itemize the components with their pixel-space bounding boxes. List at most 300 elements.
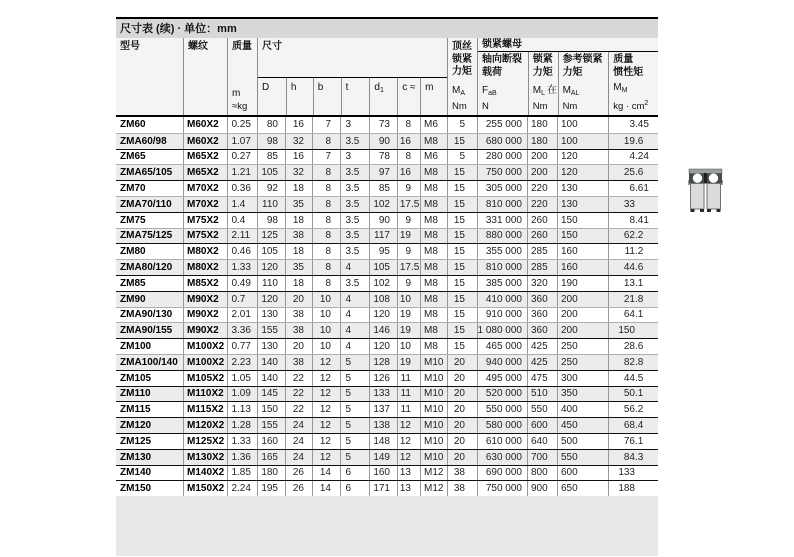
cell-MM: 25 .6 <box>608 165 658 180</box>
cell-MM: 76 .1 <box>608 434 658 449</box>
cell-MAL: 160 <box>557 260 608 275</box>
cell-mass: 0 .77 <box>227 339 257 354</box>
cell-c: 19 <box>397 308 420 323</box>
cell-t: 6 <box>340 481 369 496</box>
cell-ML: 200 <box>527 150 557 165</box>
cell-m: M8 <box>420 134 447 149</box>
cell-MM: 8 .41 <box>608 213 658 228</box>
table-row-ZM115 <box>116 401 658 417</box>
cell-D: 130 <box>257 339 285 354</box>
cell-MM: 44 .6 <box>608 260 658 275</box>
cell-mass: 0 .46 <box>227 244 257 259</box>
cell-MAL: 100 <box>557 117 608 133</box>
cell-c: 8 <box>397 150 420 165</box>
cell-mass: 1 .05 <box>227 371 257 386</box>
cell-d1: 97 <box>369 165 397 180</box>
cell-b: 10 <box>312 308 340 323</box>
col-group-dimensions <box>257 38 447 115</box>
cell-thread: M80X2 <box>183 260 227 275</box>
cell-b: 8 <box>312 197 340 212</box>
cell-m: M6 <box>420 117 447 133</box>
cell-t: 5 <box>340 402 369 417</box>
cell-MA: 15 <box>447 181 477 196</box>
dimension-table <box>116 17 658 556</box>
double-row-bearing-cross-section-image <box>688 168 723 213</box>
table-row-ZM65 <box>116 149 658 165</box>
cell-b: 8 <box>312 244 340 259</box>
cell-t: 3 .5 <box>340 229 369 244</box>
cell-ML: 320 <box>527 276 557 291</box>
cell-thread: M65X2 <box>183 165 227 180</box>
cell-model: ZM85 <box>120 277 146 289</box>
cell-ML: 360 <box>527 323 557 338</box>
cell-t: 3 .5 <box>340 134 369 149</box>
cell-thread: M150X2 <box>183 481 227 496</box>
cell-mass: 1 .21 <box>227 165 257 180</box>
cell-MAL: 200 <box>557 308 608 323</box>
cell-MA: 20 <box>447 402 477 417</box>
cell-d1: 137 <box>369 402 397 417</box>
cell-m: M8 <box>420 276 447 291</box>
cell-D: 150 <box>257 402 285 417</box>
table-row-ZMA60/98 <box>116 133 658 149</box>
cell-mass: 0 .4 <box>227 213 257 228</box>
cell-h: 18 <box>285 181 312 196</box>
cell-model: ZMA75/125 <box>120 230 173 242</box>
cell-D: 140 <box>257 371 285 386</box>
col-group-locknut <box>477 38 658 115</box>
cell-d1: 126 <box>369 371 397 386</box>
cell-FaB: 410 000 <box>477 292 527 307</box>
cell-MM: 188 <box>608 481 658 496</box>
cell-d1: 102 <box>369 276 397 291</box>
table-row-ZMA70/110 <box>116 196 658 212</box>
cell-MA: 15 <box>447 165 477 180</box>
col-header-model-label: 型号 <box>120 41 140 52</box>
cell-FaB: 810 000 <box>477 197 527 212</box>
cell-FaB: 580 000 <box>477 418 527 433</box>
cell-h: 32 <box>285 165 312 180</box>
cell-model: ZM110 <box>120 388 151 400</box>
cell-thread: M100X2 <box>183 355 227 370</box>
cell-m: M8 <box>420 260 447 275</box>
cell-ML: 200 <box>527 165 557 180</box>
cell-b: 14 <box>312 481 340 496</box>
cell-ML: 180 <box>527 117 557 133</box>
cell-FaB: 750 000 <box>477 165 527 180</box>
cell-MA: 15 <box>447 244 477 259</box>
cell-mass: 1 .33 <box>227 434 257 449</box>
cell-D: 80 <box>257 117 285 133</box>
cell-MAL: 350 <box>557 387 608 402</box>
cell-model: ZMA60/98 <box>120 135 167 147</box>
cell-h: 24 <box>285 434 312 449</box>
cell-h: 22 <box>285 402 312 417</box>
cell-thread: M65X2 <box>183 150 227 165</box>
cell-D: 98 <box>257 213 285 228</box>
cell-d1: 148 <box>369 434 397 449</box>
cell-c: 19 <box>397 355 420 370</box>
cell-d1: 120 <box>369 308 397 323</box>
cell-model: ZMA90/130 <box>120 309 173 321</box>
cell-d1: 120 <box>369 339 397 354</box>
cell-ML: 260 <box>527 229 557 244</box>
cell-b: 8 <box>312 165 340 180</box>
cell-b: 12 <box>312 418 340 433</box>
cell-c: 11 <box>397 371 420 386</box>
cell-MA: 20 <box>447 387 477 402</box>
cell-t: 3 .5 <box>340 197 369 212</box>
cell-D: 130 <box>257 308 285 323</box>
cell-b: 8 <box>312 260 340 275</box>
cell-c: 12 <box>397 418 420 433</box>
cell-h: 16 <box>285 117 312 133</box>
cell-m: M10 <box>420 434 447 449</box>
cell-m: M8 <box>420 213 447 228</box>
cell-b: 12 <box>312 402 340 417</box>
cell-model: ZMA80/120 <box>120 262 173 274</box>
cell-MAL: 300 <box>557 371 608 386</box>
cell-t: 3 .5 <box>340 244 369 259</box>
cell-c: 11 <box>397 402 420 417</box>
cell-MM: 56 .2 <box>608 402 658 417</box>
cell-model: ZM65 <box>120 151 146 163</box>
cell-MM: 64 .1 <box>608 308 658 323</box>
cell-m: M12 <box>420 466 447 481</box>
cell-c: 17 .5 <box>397 197 420 212</box>
cell-mass: 1 .07 <box>227 134 257 149</box>
cell-MM: 33 <box>608 197 658 212</box>
cell-c: 16 <box>397 165 420 180</box>
cell-t: 3 .5 <box>340 165 369 180</box>
col-header-mass-moment-of-inertia: 质量 惯性矩 $M_M$ kg · $cm^2$ <box>608 52 658 115</box>
cell-FaB: 550 000 <box>477 402 527 417</box>
cell-ML: 510 <box>527 387 557 402</box>
cell-d1: 138 <box>369 418 397 433</box>
cell-c: 9 <box>397 244 420 259</box>
cell-MM: 6 .61 <box>608 181 658 196</box>
table-row-ZM125 <box>116 433 658 449</box>
cell-h: 22 <box>285 371 312 386</box>
table-row-ZM80 <box>116 243 658 259</box>
table-row-ZM140 <box>116 465 658 481</box>
cell-ML: 180 <box>527 134 557 149</box>
table-title: 尺寸表 (续) · 单位：mm <box>116 17 658 38</box>
cell-c: 19 <box>397 229 420 244</box>
cell-MA: 20 <box>447 450 477 465</box>
cell-mass: 3 .36 <box>227 323 257 338</box>
cell-FaB: 750 000 <box>477 481 527 496</box>
cell-MA: 38 <box>447 466 477 481</box>
cell-thread: M90X2 <box>183 308 227 323</box>
cell-MA: 15 <box>447 229 477 244</box>
cell-d1: 128 <box>369 355 397 370</box>
cell-MAL: 250 <box>557 355 608 370</box>
cell-d1: 90 <box>369 134 397 149</box>
cell-ML: 220 <box>527 181 557 196</box>
cell-thread: M90X2 <box>183 292 227 307</box>
cell-D: 125 <box>257 229 285 244</box>
cell-MAL: 120 <box>557 150 608 165</box>
cell-ML: 425 <box>527 355 557 370</box>
col-header-axial-breaking-load: 轴向断裂 载荷 $F_{aB}$ N <box>482 54 522 112</box>
cell-D: 105 <box>257 165 285 180</box>
cell-h: 38 <box>285 355 312 370</box>
cell-MM: 13 .1 <box>608 276 658 291</box>
cell-t: 4 <box>340 260 369 275</box>
col-header-mass-label: 质量 <box>232 41 252 52</box>
cell-b: 8 <box>312 181 340 196</box>
cell-t: 5 <box>340 450 369 465</box>
cell-MA: 38 <box>447 481 477 496</box>
cell-m: M8 <box>420 323 447 338</box>
cell-m: M8 <box>420 181 447 196</box>
cell-model: ZM120 <box>120 420 152 432</box>
cell-MAL: 120 <box>557 165 608 180</box>
cell-b: 12 <box>312 450 340 465</box>
cell-MM: 44 .5 <box>608 371 658 386</box>
cell-m: M8 <box>420 292 447 307</box>
cell-ML: 285 <box>527 244 557 259</box>
cell-D: 120 <box>257 292 285 307</box>
cell-FaB: 495 000 <box>477 371 527 386</box>
cell-model: ZM70 <box>120 183 146 195</box>
table-row-ZM120 <box>116 417 658 433</box>
page-area-below-table <box>116 496 658 556</box>
cell-h: 35 <box>285 197 312 212</box>
cell-ML: 640 <box>527 434 557 449</box>
cell-FaB: 940 000 <box>477 355 527 370</box>
cell-ML: 260 <box>527 213 557 228</box>
cell-thread: M125X2 <box>183 434 227 449</box>
table-row-ZMA75/125 <box>116 228 658 244</box>
col-header-c: c ≈ <box>397 78 420 115</box>
cell-MM: 68 .4 <box>608 418 658 433</box>
cell-t: 5 <box>340 387 369 402</box>
cell-MAL: 130 <box>557 181 608 196</box>
cell-b: 12 <box>312 387 340 402</box>
cell-ML: 600 <box>527 418 557 433</box>
cell-b: 10 <box>312 339 340 354</box>
cell-t: 4 <box>340 323 369 338</box>
cell-thread: M120X2 <box>183 418 227 433</box>
cell-mass: 1 .13 <box>227 402 257 417</box>
cell-MA: 20 <box>447 418 477 433</box>
col-header-m: m <box>420 78 447 115</box>
cell-d1: 171 <box>369 481 397 496</box>
cell-m: M8 <box>420 165 447 180</box>
cell-MA: 15 <box>447 197 477 212</box>
col-group-dimensions-label: 尺寸 <box>258 38 447 78</box>
cell-mass: 1 .09 <box>227 387 257 402</box>
cell-ML: 360 <box>527 292 557 307</box>
cell-h: 24 <box>285 450 312 465</box>
cell-ML: 475 <box>527 371 557 386</box>
cell-b: 8 <box>312 213 340 228</box>
cell-MM: 19 .6 <box>608 134 658 149</box>
col-group-locknut-label: 锁紧螺母 <box>478 38 658 52</box>
cell-m: M10 <box>420 402 447 417</box>
table-row-ZMA100/140 <box>116 354 658 370</box>
cell-b: 10 <box>312 292 340 307</box>
col-header-mass-unit: ≈kg <box>232 101 248 112</box>
cell-model: ZM60 <box>120 119 146 131</box>
col-header-setscrew-torque: 顶丝 锁紧 力矩 $M_A$ Nm <box>447 38 477 115</box>
cell-FaB: 385 000 <box>477 276 527 291</box>
col-header-reference-locking-torque: 参考锁紧 力矩 $M_{AL}$ Nm <box>558 52 609 115</box>
cell-D: 110 <box>257 276 285 291</box>
cell-mass: 1 .4 <box>227 197 257 212</box>
cell-MA: 15 <box>447 134 477 149</box>
table-header <box>116 38 658 117</box>
cell-thread: M105X2 <box>183 371 227 386</box>
cell-h: 38 <box>285 323 312 338</box>
cell-ML: 220 <box>527 197 557 212</box>
cell-h: 26 <box>285 481 312 496</box>
cell-MAL: 160 <box>557 244 608 259</box>
cell-model: ZM105 <box>120 372 152 384</box>
cell-MA: 5 <box>447 117 477 133</box>
cell-FaB: 255 000 <box>477 117 527 133</box>
cell-thread: M75X2 <box>183 213 227 228</box>
table-row-ZM75 <box>116 212 658 228</box>
cell-MAL: 400 <box>557 402 608 417</box>
cell-FaB: 465 000 <box>477 339 527 354</box>
cell-MAL: 650 <box>557 481 608 496</box>
cell-D: 195 <box>257 481 285 496</box>
col-header-mass-symbol: m <box>232 88 241 99</box>
cell-FaB: 680 000 <box>477 134 527 149</box>
cell-b: 14 <box>312 466 340 481</box>
cell-d1: 102 <box>369 197 397 212</box>
cell-b: 8 <box>312 134 340 149</box>
cell-D: 85 <box>257 150 285 165</box>
cell-MM: 82 .8 <box>608 355 658 370</box>
cell-FaB: 810 000 <box>477 260 527 275</box>
col-header-h: h <box>286 78 313 115</box>
cell-t: 5 <box>340 355 369 370</box>
cell-mass: 1 .36 <box>227 450 257 465</box>
cell-thread: M100X2 <box>183 339 227 354</box>
cell-MA: 15 <box>447 213 477 228</box>
cell-MA: 15 <box>447 308 477 323</box>
cell-m: M10 <box>420 387 447 402</box>
cell-D: 120 <box>257 260 285 275</box>
cell-model: ZM150 <box>120 483 152 495</box>
cell-MAL: 100 <box>557 134 608 149</box>
cell-h: 32 <box>285 134 312 149</box>
cell-mass: 2 .11 <box>227 229 257 244</box>
cell-m: M8 <box>420 229 447 244</box>
cell-mass: 0 .25 <box>227 117 257 133</box>
cell-MAL: 250 <box>557 339 608 354</box>
cell-model: ZM140 <box>120 467 152 479</box>
col-header-locking-torque: 锁紧 力矩 $M_L$ 在 Nm <box>528 52 558 115</box>
cell-b: 12 <box>312 355 340 370</box>
cell-c: 10 <box>397 292 420 307</box>
table-row-ZM90 <box>116 291 658 307</box>
cell-t: 3 <box>340 150 369 165</box>
cell-ML: 360 <box>527 308 557 323</box>
cell-D: 98 <box>257 134 285 149</box>
cell-MA: 15 <box>447 276 477 291</box>
cell-c: 9 <box>397 181 420 196</box>
col-header-d1: $d_1$ <box>369 78 397 115</box>
cell-model: ZM130 <box>120 451 152 463</box>
cell-D: 155 <box>257 323 285 338</box>
cell-MA: 15 <box>447 323 477 338</box>
cell-thread: M140X2 <box>183 466 227 481</box>
cell-MM: 150 <box>608 323 658 338</box>
cell-MAL: 550 <box>557 450 608 465</box>
cell-MAL: 150 <box>557 213 608 228</box>
cell-FaB: 280 000 <box>477 150 527 165</box>
cell-MM: 133 <box>608 466 658 481</box>
cell-m: M12 <box>420 481 447 496</box>
cell-b: 12 <box>312 371 340 386</box>
col-header-thread-label: 螺纹 <box>188 41 208 52</box>
cell-FaB: 520 000 <box>477 387 527 402</box>
cell-b: 10 <box>312 323 340 338</box>
cell-c: 11 <box>397 387 420 402</box>
cell-MM: 62 .2 <box>608 229 658 244</box>
cell-model: ZM90 <box>120 293 146 305</box>
cell-h: 38 <box>285 229 312 244</box>
cell-mass: 2 .01 <box>227 308 257 323</box>
cell-c: 8 <box>397 117 420 133</box>
cell-MAL: 500 <box>557 434 608 449</box>
cell-FaB: 331 000 <box>477 213 527 228</box>
cell-t: 4 <box>340 308 369 323</box>
col-header-mass <box>227 38 257 115</box>
cell-MM: 28 .6 <box>608 339 658 354</box>
cell-MAL: 450 <box>557 418 608 433</box>
cell-model: ZMA90/155 <box>120 325 173 337</box>
table-row-ZM60 <box>116 117 658 133</box>
table-row-ZM70 <box>116 180 658 196</box>
cell-D: 165 <box>257 450 285 465</box>
table-row-ZMA90/155 <box>116 322 658 338</box>
cell-FaB: 305 000 <box>477 181 527 196</box>
cell-t: 5 <box>340 371 369 386</box>
cell-m: M10 <box>420 355 447 370</box>
cell-mass: 1 .28 <box>227 418 257 433</box>
cell-MA: 15 <box>447 260 477 275</box>
cell-FaB: 1 080 000 <box>477 323 527 338</box>
table-row-ZMA90/130 <box>116 307 658 323</box>
cell-FaB: 910 000 <box>477 308 527 323</box>
cell-FaB: 355 000 <box>477 244 527 259</box>
cell-model: ZM125 <box>120 435 152 447</box>
cell-d1: 95 <box>369 244 397 259</box>
cell-model: ZM80 <box>120 246 146 258</box>
cell-ML: 285 <box>527 260 557 275</box>
cell-c: 16 <box>397 134 420 149</box>
cell-thread: M60X2 <box>183 117 227 133</box>
table-row-ZM110 <box>116 386 658 402</box>
cell-h: 26 <box>285 466 312 481</box>
table-row-ZM130 <box>116 449 658 465</box>
cell-m: M8 <box>420 339 447 354</box>
cell-t: 5 <box>340 418 369 433</box>
cell-c: 13 <box>397 466 420 481</box>
cell-mass: 0 .36 <box>227 181 257 196</box>
cell-thread: M90X2 <box>183 323 227 338</box>
cell-mass: 0 .27 <box>227 150 257 165</box>
cell-ML: 800 <box>527 466 557 481</box>
cell-m: M10 <box>420 450 447 465</box>
cell-h: 18 <box>285 244 312 259</box>
